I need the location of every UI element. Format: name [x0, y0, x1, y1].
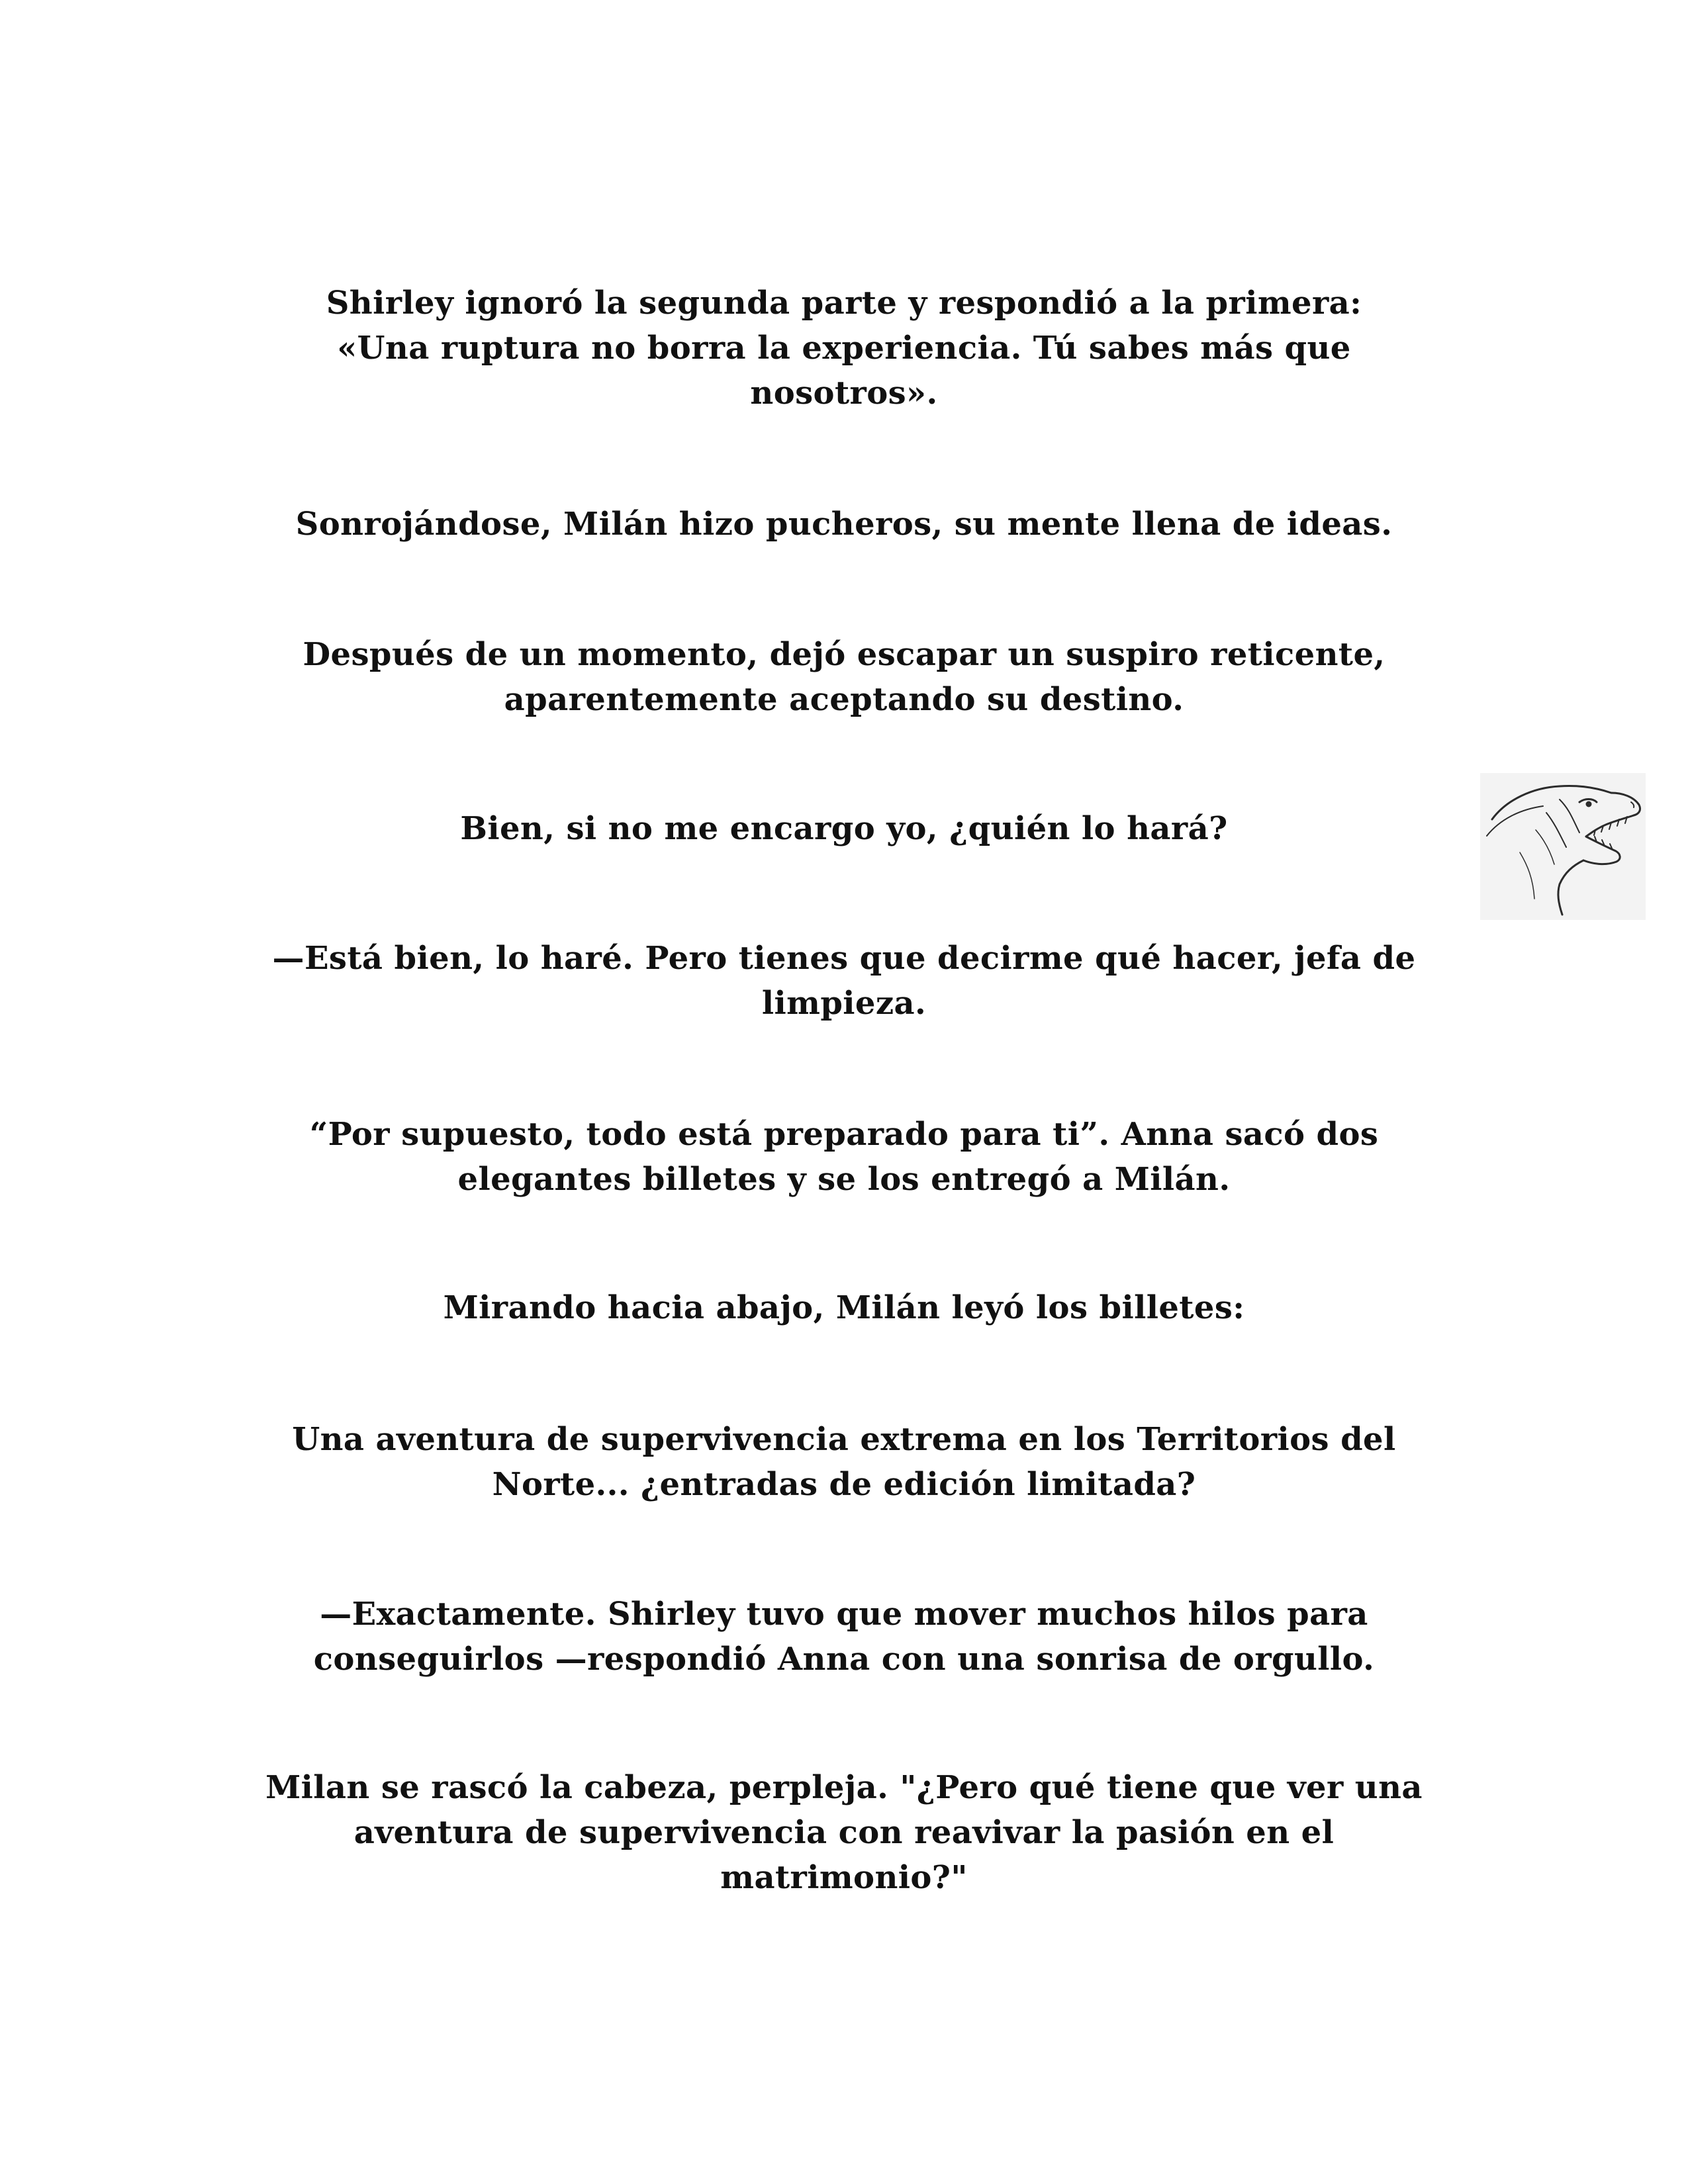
paragraph-line: Sonrojándose, Milán hizo pucheros, su mente llena de ideas.: [295, 506, 1393, 543]
paragraph-1: [218, 281, 1470, 416]
paragraph-line: Bien, si no me encargo yo, ¿quién lo hará?: [460, 810, 1228, 847]
paragraph-line: Shirley ignoró la segunda parte y respondió a la primera:: [326, 285, 1362, 322]
paragraph-5: [218, 936, 1470, 1026]
paragraph-line: “Por supuesto, todo está preparado para ti”. Anna sacó dos: [309, 1116, 1379, 1153]
paragraph-line: nosotros».: [750, 375, 938, 412]
paragraph-3: [218, 632, 1470, 722]
trex-head-sketch-icon: [1480, 773, 1646, 920]
paragraph-line: —Exactamente. Shirley tuvo que mover muchos hilos para: [320, 1596, 1368, 1633]
paragraph-line: Milan se rascó la cabeza, perpleja. "¿Pero qué tiene que ver una: [265, 1769, 1423, 1806]
paragraph-8: [218, 1417, 1470, 1507]
paragraph-line: elegantes billetes y se los entregó a Milán.: [457, 1161, 1231, 1198]
paragraph-line: matrimonio?": [720, 1859, 968, 1896]
paragraph-10: [218, 1765, 1470, 1900]
paragraph-line: Norte... ¿entradas de edición limitada?: [492, 1466, 1196, 1503]
paragraph-line: «Una ruptura no borra la experiencia. Tú sabes más que: [337, 330, 1351, 367]
paragraph-9: [218, 1592, 1470, 1682]
paragraph-line: aventura de supervivencia con reavivar la pasión en el: [353, 1814, 1335, 1851]
paragraph-6: [218, 1112, 1470, 1202]
paragraph-line: aparentemente aceptando su destino.: [504, 681, 1184, 718]
paragraph-line: —Está bien, lo haré. Pero tienes que decirme qué hacer, jefa de: [272, 940, 1416, 977]
paragraph-line: Una aventura de supervivencia extrema en los Territorios del: [292, 1421, 1396, 1458]
paragraph-4: [218, 806, 1470, 851]
paragraph-line: conseguirlos —respondió Anna con una sonrisa de orgullo.: [313, 1641, 1375, 1678]
paragraph-line: limpieza.: [761, 985, 927, 1022]
paragraph-2: [218, 502, 1470, 547]
paragraph-line: Después de un momento, dejó escapar un suspiro reticente,: [303, 636, 1385, 673]
paragraph-line: Mirando hacia abajo, Milán leyó los billetes:: [443, 1289, 1245, 1326]
paragraph-7: [218, 1285, 1470, 1330]
